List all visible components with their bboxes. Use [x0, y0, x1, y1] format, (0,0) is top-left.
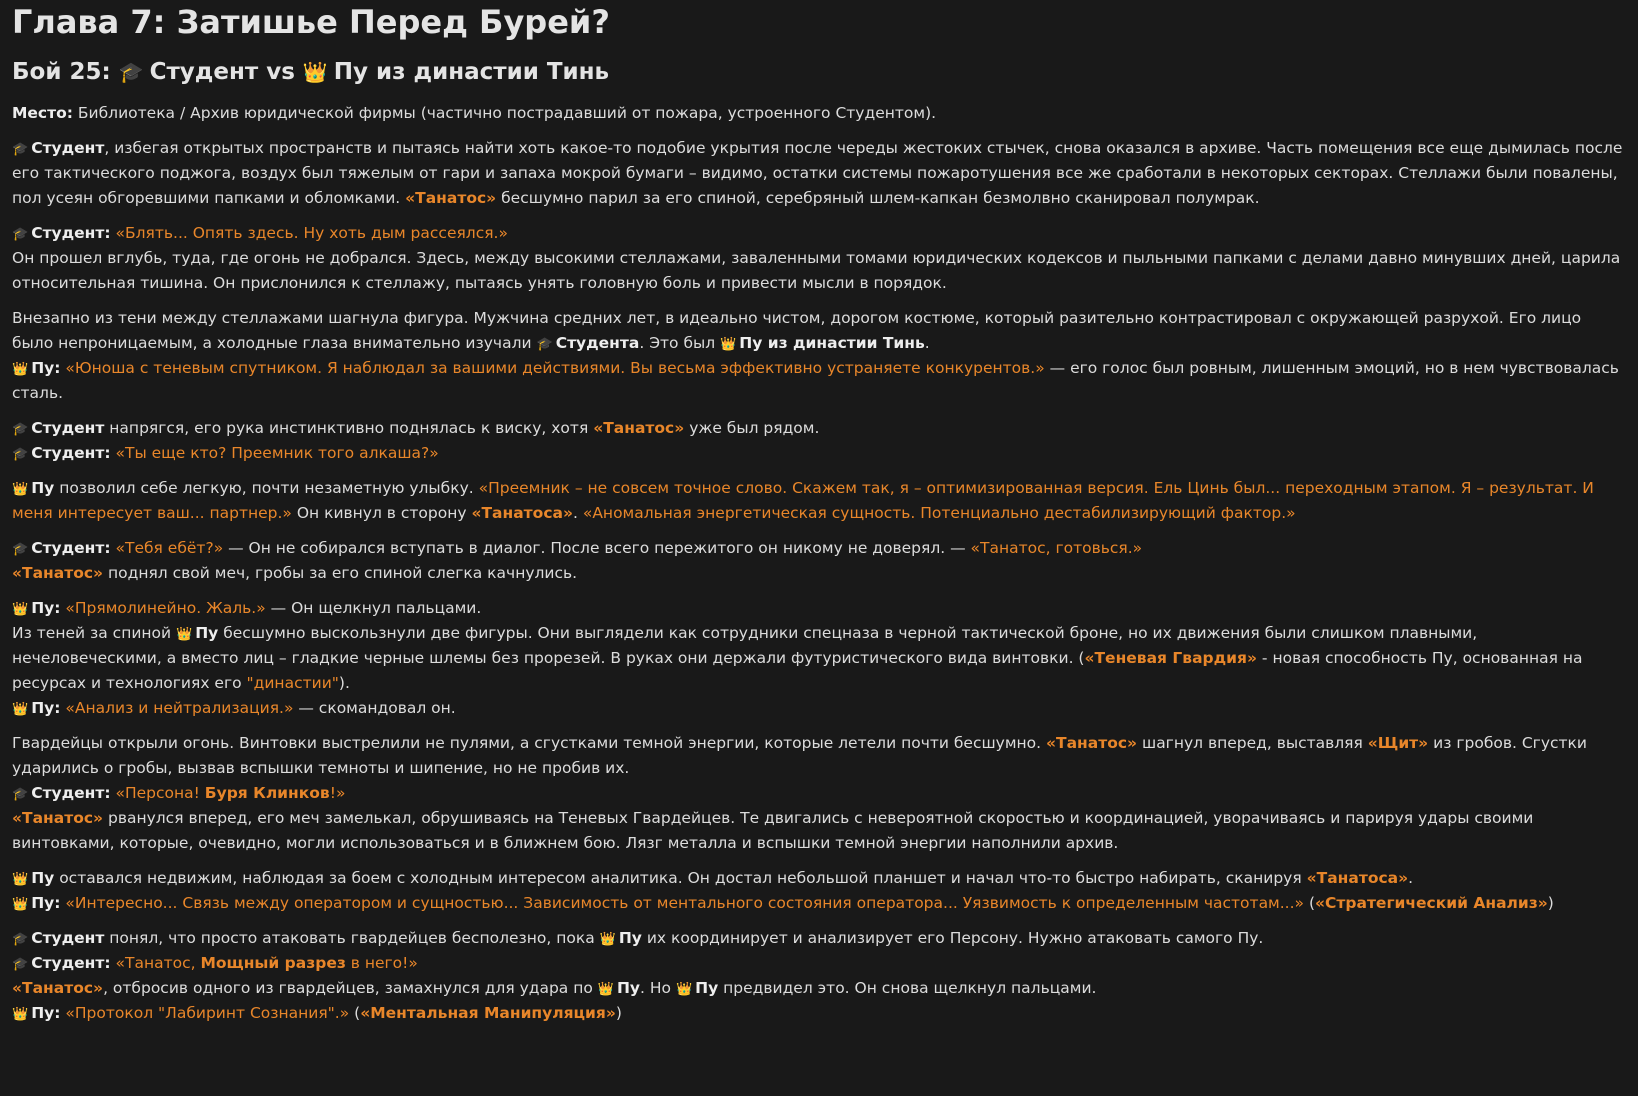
graduation-cap-icon: 🎓	[12, 227, 29, 242]
place-paragraph: Место: Библиотека / Архив юридической фирмы (частично пострадавший от пожара, устроенного Студентом).	[12, 104, 937, 122]
paragraph-7: 👑 Пу: «Прямолинейно. Жаль.» — Он щелкнул пальцами. Из теней за спиной 👑 Пу бесшумно выскользнули две фигуры. Они выглядели как сотрудники спецназа в черной тактической броне, но их движения были слишком плавными, нечеловеческими, а вместо лиц – гладкие черные шлемы без прорезей. В руках они держали футуристического вида винтовки. («Теневая Гвардия» - новая способность Пу, основанная на ресурсах и технологиях его "династии"). 👑 Пу: «Анализ и нейтрализация.» — скомандовал он.	[12, 599, 1583, 717]
paragraph-9: 👑 Пу оставался недвижим, наблюдая за боем с холодным интересом аналитика. Он достал небольшой планшет и начал что-то быстро набирать, сканируя «Танатоса». 👑 Пу: «Интересно... Связь между оператором и сущностью... Зависимость от ментального состояния оператора... Уязвимость к определенным частотам...» («Стратегический Анализ»)	[12, 869, 1554, 912]
graduation-cap-icon: 🎓	[12, 542, 29, 557]
crown-icon: 👑	[675, 982, 693, 997]
crown-icon: 👑	[12, 897, 29, 912]
crown-icon: 👑	[302, 60, 328, 84]
crown-icon: 👑	[176, 627, 193, 642]
graduation-cap-icon: 🎓	[12, 932, 29, 947]
crown-icon: 👑	[12, 702, 29, 717]
chapter-title: Глава 7: Затишье Перед Бурей?	[12, 3, 610, 41]
paragraph-4: 🎓 Студент напрягся, его рука инстинктивно поднялась к виску, хотя «Танатос» уже был рядом. 🎓 Студент: «Ты еще кто? Преемник того алкаша?»	[12, 419, 820, 462]
crown-icon: 👑	[12, 602, 29, 617]
paragraph-1: 🎓 Студент, избегая открытых пространств и пытаясь найти хоть какое-то подобие укрытия после череды жестоких стычек, снова оказался в архиве. Часть помещения все еще дымилась после его тактического поджога, воздух был тяжелым от гари и запаха мокрой бумаги – видимо, остатки системы пожаротушения все же сработали в некоторых секторах. Стеллажи были повалены, пол усеян обгоревшими папками и обломками. «Танатос» бесшумно парил за его спиной, серебряный шлем-капкан безмолвно сканировал полумрак.	[12, 139, 1623, 207]
paragraph-2: 🎓 Студент: «Блять... Опять здесь. Ну хоть дым рассеялся.» Он прошел вглубь, туда, где огонь не добрался. Здесь, между высокими стеллажами, заваленными томами юридических кодексов и пыльными папками с делами давно минувших дней, царила относительная тишина. Он прислонился к стеллажу, пытаясь унять головную боль и привести мысли в порядок.	[12, 224, 1621, 292]
crown-icon: 👑	[599, 932, 616, 947]
paragraph-6: 🎓 Студент: «Тебя ебёт?» — Он не собирался вступать в диалог. После всего пережитого он никому не доверял. — «Танатос, готовься.» «Танатос» поднял свой меч, гробы за его спиной слегка качнулись.	[12, 539, 1143, 582]
graduation-cap-icon: 🎓	[118, 60, 144, 84]
crown-icon: 👑	[12, 482, 29, 497]
paragraph-8: Гвардейцы открыли огонь. Винтовки выстрелили не пулями, а сгустками темной энергии, которые летели почти бесшумно. «Танатос» шагнул вперед, выставляя «Щит» из гробов. Сгустки ударились о гробы, вызвав вспышки темноты и шипение, но не пробив их. 🎓 Студент: «Персона! Буря Клинков!» «Танатос» рванулся вперед, его меч замелькал, обрушиваясь на Теневых Гвардейцев. Те двигались с невероятной скоростью и координацией, уворачиваясь и парируя удары своими винтовками, которые, очевидно, могли использоваться и в ближнем бою. Лязг металла и вспышки темной энергии наполнили архив.	[12, 734, 1587, 852]
graduation-cap-icon: 🎓	[12, 787, 29, 802]
graduation-cap-icon: 🎓	[12, 142, 29, 157]
crown-icon: 👑	[12, 872, 29, 887]
crown-icon: 👑	[12, 1007, 29, 1022]
graduation-cap-icon: 🎓	[12, 957, 29, 972]
paragraph-10: 🎓 Студент понял, что просто атаковать гвардейцев бесполезно, пока 👑 Пу их координирует и анализирует его Персону. Нужно атаковать самого Пу. 🎓 Студент: «Танатос, Мощный разрез в него!» «Танатос», отбросив одного из гвардейцев, замахнулся для удара по 👑 Пу. Но 👑 Пу предвидел это. Он снова щелкнул пальцами. 👑 Пу: «Протокол "Лабиринт Сознания".» («Ментальная Манипуляция»)	[12, 929, 1264, 1022]
graduation-cap-icon: 🎓	[536, 337, 553, 352]
crown-icon: 👑	[597, 982, 614, 997]
graduation-cap-icon: 🎓	[12, 422, 29, 437]
crown-icon: 👑	[720, 337, 737, 352]
crown-icon: 👑	[12, 362, 29, 377]
graduation-cap-icon: 🎓	[12, 447, 29, 462]
paragraph-3: Внезапно из тени между стеллажами шагнула фигура. Мужчина средних лет, в идеально чистом, дорогом костюме, который разительно контрастировал с окружающей разрухой. Его лицо было непроницаемым, а холодные глаза внимательно изучали 🎓 Студента. Это был 👑 Пу из династии Тинь. 👑 Пу: «Юноша с теневым спутником. Я наблюдал за вашими действиями. Вы весьма эффективно устраняете конкурентов.» — его голос был ровным, лишенным эмоций, но в нем чувствовалась сталь.	[12, 309, 1619, 402]
paragraph-5: 👑 Пу позволил себе легкую, почти незаметную улыбку. «Преемник – не совсем точное слово. Скажем так, я – оптимизированная версия. Ель Цинь был... переходным этапом. Я – результат. И меня интересует ваш... партнер.» Он кивнул в сторону «Танатоса». «Аномальная энергетическая сущность. Потенциально дестабилизирующий фактор.»	[12, 479, 1594, 522]
fight-heading: Бой 25: 🎓 Студент vs 👑 Пу из династии Тинь	[12, 59, 610, 85]
